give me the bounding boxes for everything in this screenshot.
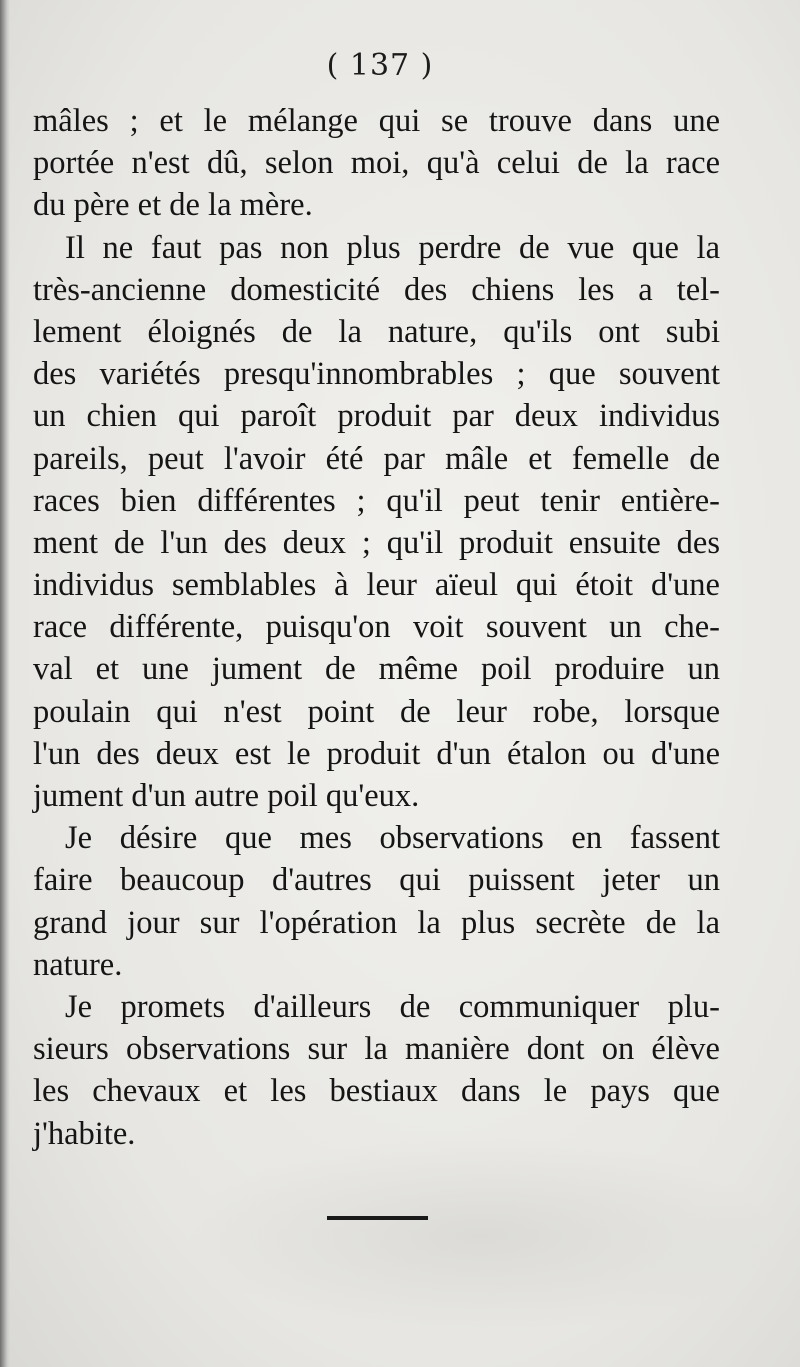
text-line: l'un des deux est le produit d'un étalon ou d'une xyxy=(33,735,720,772)
text-line: lement éloignés de la nature, qu'ils ont subi xyxy=(33,313,720,350)
text-line: grand jour sur l'opération la plus secrète de la xyxy=(33,904,720,941)
text-line: individus semblables à leur aïeul qui étoit d'une xyxy=(33,567,720,604)
end-rule xyxy=(327,1216,428,1220)
text-line: Je désire que mes observations en fassent xyxy=(65,820,720,857)
text-line: Il ne faut pas non plus perdre de vue que la xyxy=(65,229,720,266)
text-line: les chevaux et les bestiaux dans le pays que xyxy=(33,1073,720,1110)
text-line: des variétés presqu'innombrables ; que souvent xyxy=(33,356,720,393)
text-line: nature. xyxy=(33,946,123,983)
text-line: jument d'un autre poil qu'eux. xyxy=(33,778,420,814)
text-line: poulain qui n'est point de leur robe, lorsque xyxy=(33,693,720,730)
text-line: sieurs observations sur la manière dont on élève xyxy=(33,1031,720,1068)
text-line: un chien qui paroît produit par deux individus xyxy=(33,398,720,435)
text-line: mâles ; et le mélange qui se trouve dans une xyxy=(33,103,720,139)
text-line: race différente, puisqu'on voit souvent un che- xyxy=(33,609,720,646)
text-line: faire beaucoup d'autres qui puissent jeter un xyxy=(33,862,720,899)
text-line: races bien différentes ; qu'il peut tenir entière- xyxy=(33,482,720,519)
text-line: du père et de la mère. xyxy=(33,187,313,224)
ink-bleed-through xyxy=(180,1135,780,1335)
text-line: val et une jument de même poil produire un xyxy=(33,651,720,688)
page-binding-edge xyxy=(0,0,10,1367)
text-line: très-ancienne domesticité des chiens les a tel- xyxy=(33,271,720,308)
text-line: j'habite. xyxy=(33,1115,136,1152)
text-line: portée n'est dû, selon moi, qu'à celui de la race xyxy=(33,145,720,182)
text-line: pareils, peut l'avoir été par mâle et femelle de xyxy=(33,440,720,477)
page-number: ( 137 ) xyxy=(326,48,434,83)
text-line: Je promets d'ailleurs de communiquer plu- xyxy=(65,988,720,1025)
text-line: ment de l'un des deux ; qu'il produit ensuite des xyxy=(33,524,720,561)
body-text xyxy=(33,100,720,1155)
